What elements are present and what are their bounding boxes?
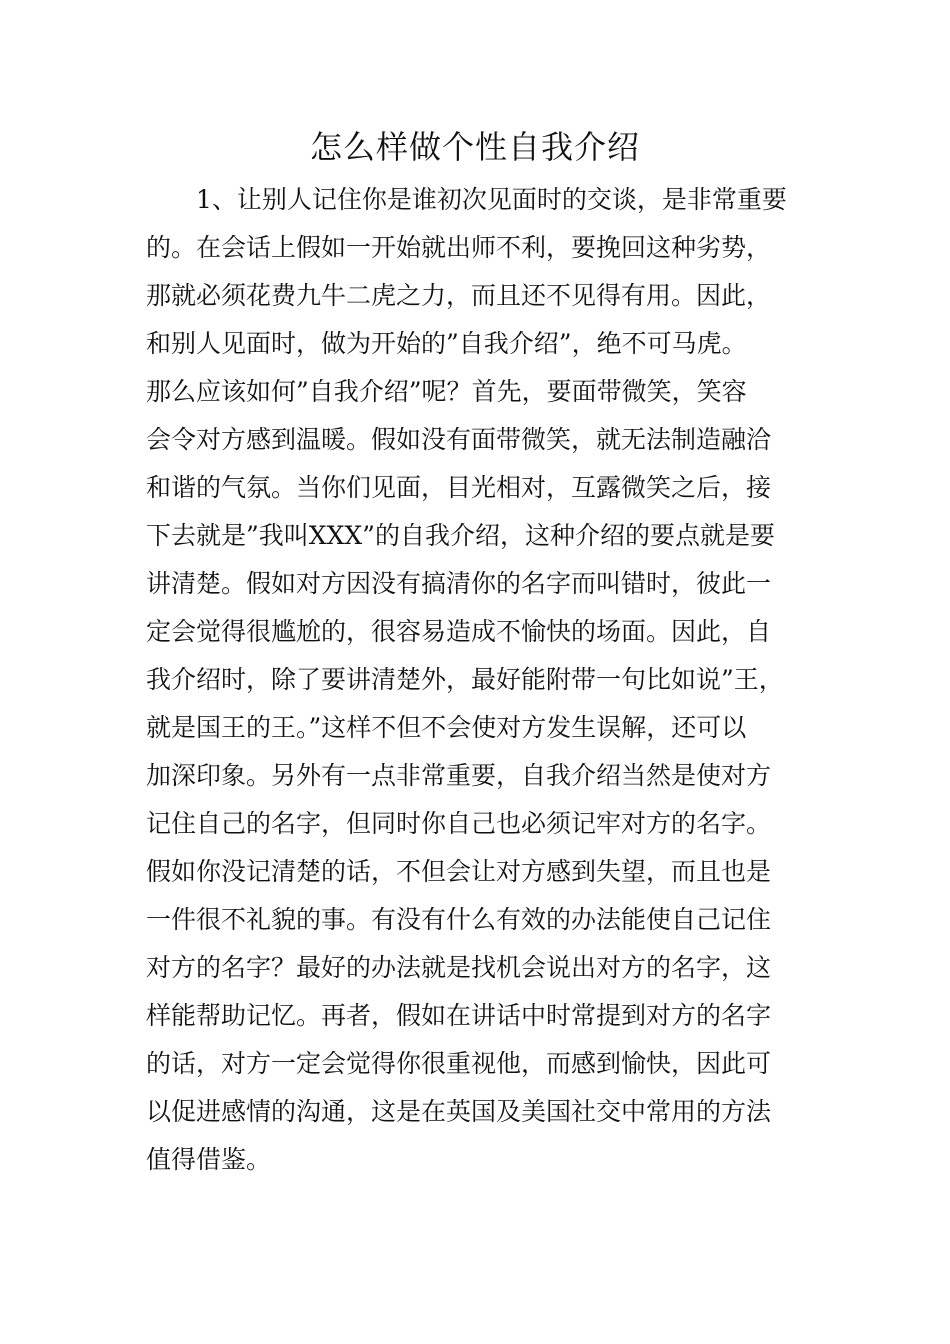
body-line: 1、让别人记住你是谁初次见面时的交谈，是非常重要 [196, 185, 787, 214]
document-body [146, 176, 826, 1184]
body-line: 加深印象。另外有一点非常重要，自我介绍当然是使对方 [146, 761, 772, 790]
body-line: 的。在会话上假如一开始就出师不利，要挽回这种劣势， [146, 233, 772, 262]
body-line: 讲清楚。假如对方因没有搞清你的名字而叫错时，彼此一 [146, 569, 772, 598]
body-line: 记住自己的名字，但同时你自己也必须记牢对方的名字。 [146, 809, 772, 838]
body-line: 定会觉得很尴尬的，很容易造成不愉快的场面。因此，自 [146, 617, 772, 646]
document-title: 怎么样做个性自我介绍 [309, 128, 640, 166]
body-line: 以促进感情的沟通，这是在英国及美国社交中常用的方法 [146, 1097, 772, 1126]
body-line: 会令对方感到温暖。假如没有面带微笑，就无法制造融洽 [146, 425, 772, 454]
body-line: 我介绍时，除了要讲清楚外，最好能附带一句比如说”王， [146, 665, 784, 694]
body-line: 对方的名字？最好的办法就是找机会说出对方的名字，这 [146, 953, 772, 982]
body-line: 和别人见面时，做为开始的”自我介绍”，绝不可马虎。 [146, 329, 747, 358]
body-line: 下去就是”我叫XXX”的自我介绍，这种介绍的要点就是要 [146, 521, 775, 550]
body-line: 值得借鉴。 [146, 1145, 272, 1174]
body-line: 假如你没记清楚的话，不但会让对方感到失望，而且也是 [146, 857, 772, 886]
body-line: 样能帮助记忆。再者，假如在讲话中时常提到对方的名字 [146, 1001, 772, 1030]
body-line: 的话，对方一定会觉得你很重视他，而感到愉快，因此可 [146, 1049, 772, 1078]
body-line: 一件很不礼貌的事。有没有什么有效的办法能使自己记住 [146, 905, 772, 934]
body-line: 那么应该如何”自我介绍”呢？首先，要面带微笑，笑容 [146, 377, 747, 406]
body-line: 和谐的气氛。当你们见面，目光相对，互露微笑之后，接 [146, 473, 772, 502]
body-line: 那就必须花费九牛二虎之力，而且还不见得有用。因此， [146, 281, 772, 310]
body-line: 就是国王的王。”这样不但不会使对方发生误解，还可以 [146, 713, 747, 742]
